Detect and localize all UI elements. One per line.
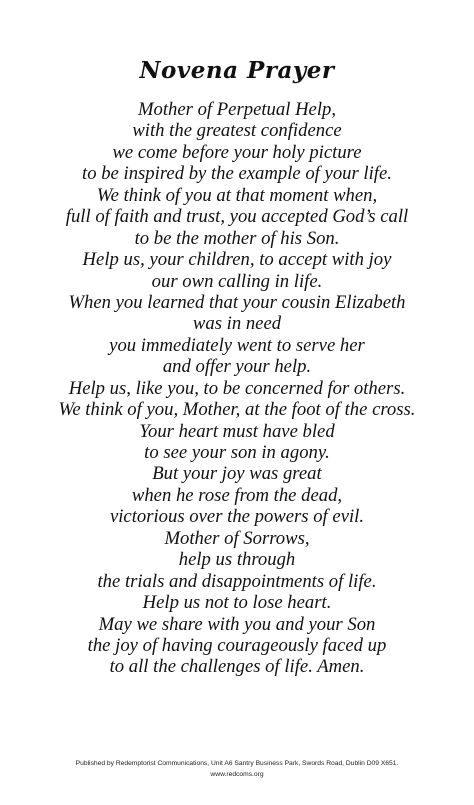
prayer-line: when he rose from the dead, xyxy=(131,484,343,506)
prayer-line: help us through xyxy=(178,549,296,571)
prayer-line: But your joy was great xyxy=(152,463,322,485)
prayer-line: our own calling in life. xyxy=(151,270,323,292)
prayer-title: Novena Prayer xyxy=(139,57,335,84)
prayer-text xyxy=(0,99,474,678)
prayer-line: full of faith and trust, you accepted God’s call xyxy=(65,206,409,228)
publisher-line: Published by Redemptorist Communications, Unit A6 Santry Business Park, Swords Road, Dublin D09 X651. xyxy=(75,760,399,767)
prayer-line: to be the mother of his Son. xyxy=(134,227,340,249)
prayer-line: was in need xyxy=(192,313,282,335)
publisher-website: www.redcoms.org xyxy=(210,771,264,778)
prayer-line: Your heart must have bled xyxy=(139,420,335,442)
prayer-line: and offer your help. xyxy=(162,356,312,378)
prayer-line: victorious over the powers of evil. xyxy=(109,506,365,528)
prayer-line: Help us not to lose heart. xyxy=(142,592,332,614)
prayer-line: the trials and disappointments of life. xyxy=(97,570,377,592)
prayer-line: you immediately went to serve her xyxy=(109,334,365,356)
prayer-line: with the greatest confidence xyxy=(132,120,342,142)
prayer-line: Help us, like you, to be concerned for others. xyxy=(68,377,406,399)
prayer-line: We think of you, Mother, at the foot of the cross. xyxy=(58,399,416,421)
prayer-line: Mother of Sorrows, xyxy=(164,527,310,549)
prayer-line: to all the challenges of life. Amen. xyxy=(109,656,365,678)
prayer-line: the joy of having courageously faced up xyxy=(87,634,387,656)
prayer-line: to be inspired by the example of your life. xyxy=(82,163,392,185)
prayer-line: We think of you at that moment when, xyxy=(96,184,378,206)
prayer-line: to see your son in agony. xyxy=(144,442,330,463)
prayer-line: When you learned that your cousin Elizabeth xyxy=(68,291,406,313)
prayer-line: Mother of Perpetual Help, xyxy=(137,99,337,120)
publisher-footer xyxy=(0,758,474,780)
prayer-line: Help us, your children, to accept with joy xyxy=(82,249,392,271)
prayer-line: May we share with you and your Son xyxy=(98,613,376,635)
prayer-line: we come before your holy picture xyxy=(112,141,362,163)
